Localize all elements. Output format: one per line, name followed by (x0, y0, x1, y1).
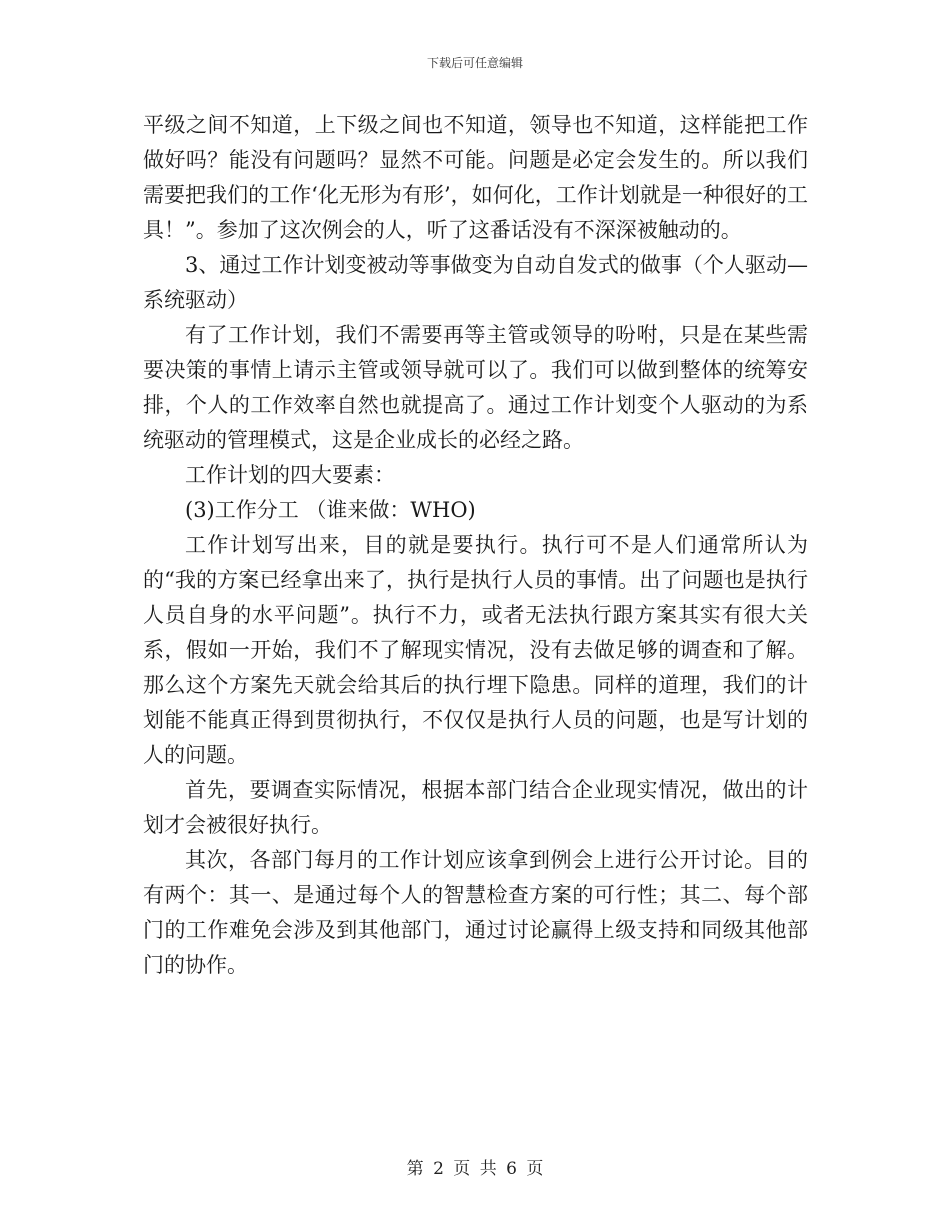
page-header: 下载后可任意编辑 (426, 56, 523, 70)
paragraph: 其次，各部门每月的工作计划应该拿到例会上进行公开讨论。目的有两个：其一、是通过每个人的智慧检查方案的可行性；其二、每个部门的工作难免会涉及到其他部门，通过讨论赢得上级支持和同级其他部门的协作。 (143, 848, 808, 977)
page-number-footer: 第 2 页 共 6 页 (406, 1159, 544, 1179)
paragraph-continuation: 平级之间不知道，上下级之间也不知道，领导也不知道，这样能把工作做好吗？能没有问题吗？显然不可能。问题是必定会发生的。所以我们需要把我们的工作‘化无形为有形’，如何化，工作计划就是一种很好的工具！”。参加了这次例会的人，听了这番话没有不深深被触动的。 (143, 113, 808, 242)
subheading-four-elements: 工作计划的四大要素： (185, 463, 395, 487)
section-heading-3: 3、通过工作计划变被动等事做变为自动自发式的做事（个人驱动—系统驱动） (143, 253, 808, 312)
paragraph: 工作计划写出来，目的就是要执行。执行可不是人们通常所认为的“我的方案已经拿出来了，执行是执行人员的事情。出了问题也是执行人员自身的水平问题”。执行不力，或者无法执行跟方案其实有很大关系，假如一开始，我们不了解现实情况，没有去做足够的调查和了解。那么这个方案先天就会给其后的执行埋下隐患。同样的道理，我们的计划能不能真正得到贯彻执行，不仅仅是执行人员的问题，也是写计划的人的问题。 (143, 533, 808, 767)
paragraph: 首先，要调查实际情况，根据本部门结合企业现实情况，做出的计划才会被很好执行。 (143, 778, 808, 837)
subheading-work-division: (3)工作分工 （谁来做：WHO) (185, 498, 476, 522)
paragraph: 有了工作计划，我们不需要再等主管或领导的吩咐，只是在某些需要决策的事情上请示主管或领导就可以了。我们可以做到整体的统筹安排，个人的工作效率自然也就提高了。通过工作计划变个人驱动的为系统驱动的管理模式，这是企业成长的必经之路。 (143, 323, 808, 452)
document-body (143, 108, 808, 983)
